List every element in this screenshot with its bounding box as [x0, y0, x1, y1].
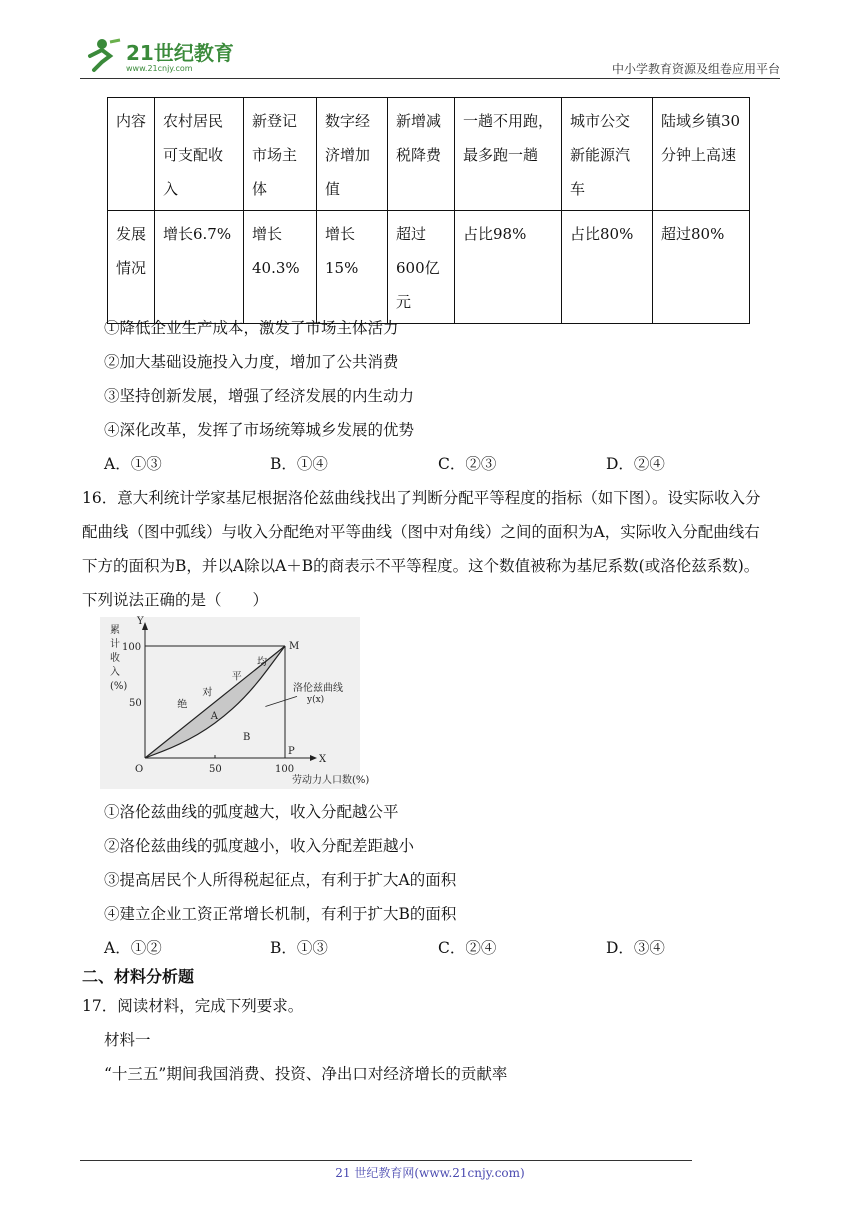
table-cell: 城市公交新能源汽车	[562, 98, 653, 211]
q15-item-2: ②加大基础设施投入力度，增加了公共消费	[104, 353, 399, 371]
section-title: 二、材料分析题	[82, 967, 195, 986]
footer-text[interactable]: 21 世纪教育网(www.21cnjy.com)	[335, 1166, 525, 1180]
y-axis-label-char: 入	[110, 667, 120, 678]
footer-rule	[80, 1160, 692, 1161]
table-cell: 超过600亿元	[388, 211, 455, 324]
table-row	[108, 211, 750, 324]
table-cell: 新增减税降费	[388, 98, 455, 211]
table-cell: 增长15%	[317, 211, 388, 324]
table-cell: 增长40.3%	[244, 211, 317, 324]
table-row	[108, 98, 750, 211]
q15-option-b[interactable]: B．①④	[270, 455, 328, 473]
y-axis-label-char: 收	[110, 653, 120, 664]
q16-stem-line-2: 配曲线（图中弧线）与收入分配绝对平等曲线（图中对角线）之间的面积为A，实际收入分配曲线右	[82, 523, 760, 541]
q16-stem-line-1: 16．意大利统计学家基尼根据洛伦兹曲线找出了判断分配平等程度的指标（如下图）。设实际收入分	[82, 489, 761, 507]
curve-function-label: y(x)	[307, 695, 325, 705]
q16-item-2: ②洛伦兹曲线的弧度越小，收入分配差距越小	[104, 837, 415, 855]
table-cell: 占比80%	[562, 211, 653, 324]
diagonal-label-char: 绝	[177, 699, 188, 711]
q15-item-1: ①降低企业生产成本，激发了市场主体活力	[104, 319, 399, 337]
q15-option-c[interactable]: C．②③	[438, 455, 497, 473]
q15-option-d[interactable]: D．②④	[606, 455, 665, 473]
x-tick-label: 100	[275, 764, 295, 775]
region-a-label: A	[210, 710, 219, 722]
q16-item-4: ④建立企业工资正常增长机制，有利于扩大B的面积	[104, 905, 457, 923]
material-label: 材料一	[104, 1031, 151, 1049]
y-axis-label-char: (%)	[110, 681, 128, 692]
table-cell: 新登记市场主体	[244, 98, 317, 211]
table-cell: 农村居民可支配收入	[155, 98, 244, 211]
svg-text:21世纪教育: 21世纪教育	[126, 41, 234, 65]
y-tick-label: 100	[122, 642, 142, 653]
table-cell: 一趟不用跑，最多跑一趟	[455, 98, 562, 211]
q16-item-3: ③提高居民个人所得税起征点，有利于扩大A的面积	[104, 871, 457, 889]
x-axis-letter: X	[319, 754, 327, 765]
diagonal-label-char: 对	[202, 687, 213, 699]
table-cell: 增长6.7%	[155, 211, 244, 324]
q15-item-4: ④深化改革，发挥了市场统筹城乡发展的优势	[104, 421, 415, 439]
q16-stem-line-3: 下方的面积为B，并以A除以A＋B的商表示不平等程度。这个数值被称为基尼系数(或洛伦兹系数)。	[82, 557, 760, 575]
lorenz-curve-chart	[100, 616, 370, 789]
point-p-label: P	[288, 746, 295, 757]
table-cell: 占比98%	[455, 211, 562, 324]
q17-stem: 17．阅读材料，完成下列要求。	[82, 997, 304, 1015]
diagonal-label-char: 平	[231, 671, 242, 683]
q15-item-3: ③坚持创新发展，增强了经济发展的内生动力	[104, 387, 415, 405]
y-axis-letter: Y	[137, 616, 144, 627]
q16-stem-line-4: 下列说法正确的是（ ）	[82, 591, 269, 609]
development-table	[107, 97, 750, 324]
table-cell: 陆域乡镇30分钟上高速	[653, 98, 750, 211]
q16-option-b[interactable]: B．①③	[270, 939, 328, 957]
origin-label: O	[135, 764, 144, 775]
table-cell: 内容	[108, 98, 155, 211]
diagonal-label-char: 均	[257, 657, 267, 669]
q16-option-d[interactable]: D．③④	[606, 939, 665, 957]
table-cell: 数字经济增加值	[317, 98, 388, 211]
q16-option-c[interactable]: C．②④	[438, 939, 497, 957]
site-logo	[80, 34, 250, 74]
curve-pointer	[265, 696, 297, 706]
y-axis-label-char: 计	[110, 639, 120, 650]
svg-text:www.21cnjy.com: www.21cnjy.com	[126, 64, 193, 73]
q16-option-a[interactable]: A．①②	[104, 939, 162, 957]
x-axis-arrow	[310, 755, 317, 761]
curve-name-label: 洛伦兹曲线	[293, 682, 343, 694]
x-tick-label: 50	[209, 764, 222, 775]
y-axis-label-char: 累	[110, 625, 120, 636]
region-b-label: B	[243, 732, 251, 744]
q15-option-a[interactable]: A．①③	[104, 455, 162, 473]
header-rule	[80, 78, 780, 79]
y-tick-label: 50	[129, 698, 142, 709]
table-cell: 发展情况	[108, 211, 155, 324]
point-m-label: M	[289, 641, 300, 652]
page-header	[80, 30, 780, 80]
material-caption: “十三五”期间我国消费、投资、净出口对经济增长的贡献率	[104, 1065, 508, 1083]
table-cell: 超过80%	[653, 211, 750, 324]
q16-item-1: ①洛伦兹曲线的弧度越大，收入分配越公平	[104, 803, 399, 821]
platform-name: 中小学教育资源及组卷应用平台	[611, 62, 780, 76]
x-axis-label: 劳动力人口数(%)	[292, 775, 370, 786]
